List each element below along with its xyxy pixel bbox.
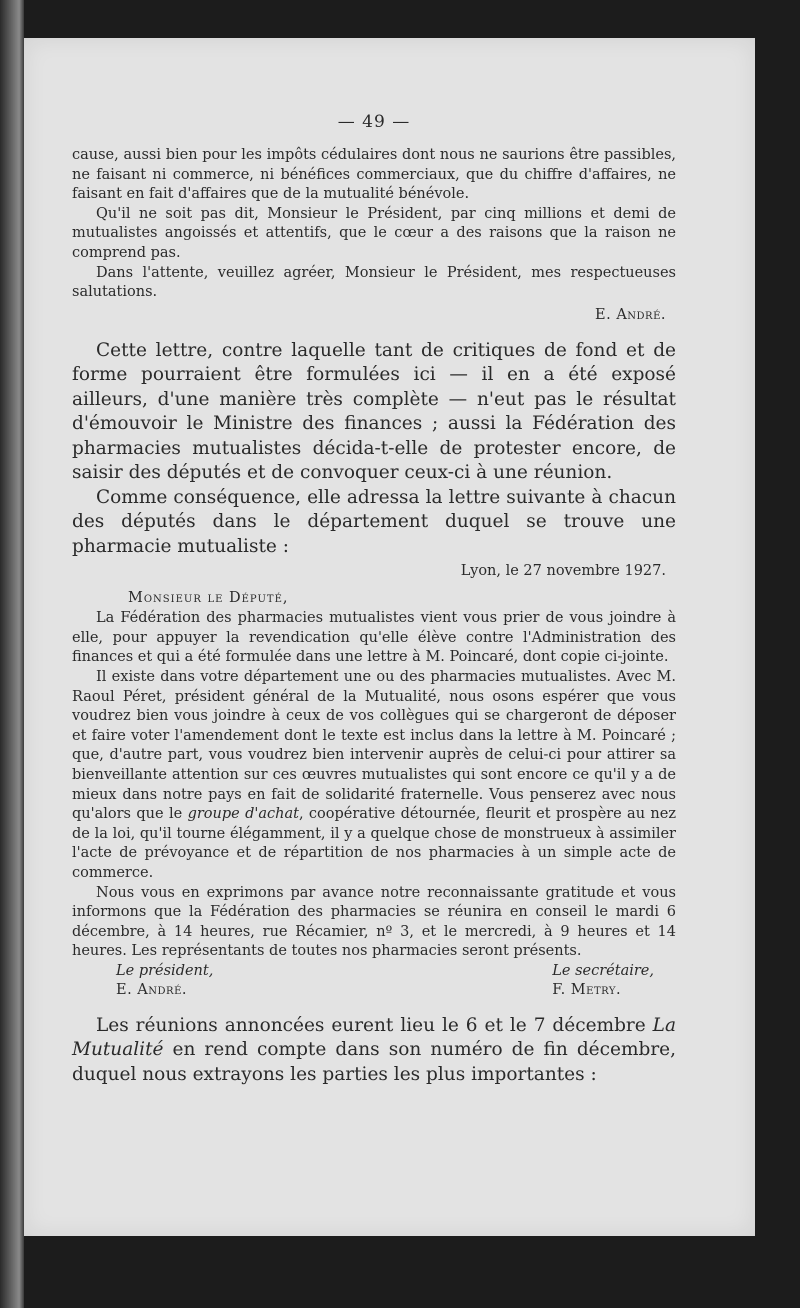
letter-closing-paragraph: Dans l'attente, veuillez agréer, Monsieur le Président, mes respectueuses salutations. xyxy=(72,264,676,301)
body-paragraph: Comme conséquence, elle adressa la lettre suivante à chacun des députés dans le département duquel se trouve une pharmacie mutualiste : xyxy=(72,486,676,557)
letter-continuation-paragraph: cause, aussi bien pour les impôts cédulaires dont nous ne saurions être passibles, ne faisant ni commerce, ni bénéfices commerciaux, que du chiffre d'affaires, ne faisant en fait d'affaires que de la mutualité bénévole. xyxy=(72,147,676,203)
closing-paragraph xyxy=(72,1014,676,1088)
secretary-title: Le secrétaire, xyxy=(552,962,654,979)
letter-signature: E. André. xyxy=(595,306,666,323)
body-paragraph: Cette lettre, contre laquelle tant de critiques de fond et de forme pourraient être formulées ici — il en a été exposé ailleurs, d'une manière très complète — n'eut pas le résultat d'émouvoir le Ministre des finances ; aussi la Fédération des pharmacies mutualistes décida-t-elle de protester encore, de saisir des députés et de convoquer ceux-ci à une réunion. xyxy=(72,339,676,484)
secretary-signature xyxy=(552,962,654,1000)
closing-text: Les réunions annoncées eurent lieu le 6 et le 7 décembre xyxy=(96,1014,653,1036)
secretary-name: F. Metry. xyxy=(552,981,622,998)
journal-title: La Mutualité xyxy=(72,1014,676,1061)
book-page xyxy=(24,38,755,1236)
scan-edge xyxy=(0,0,24,1308)
letter-italic-term: groupe d'achat xyxy=(187,806,299,823)
closing-text: en rend compte dans son numéro de fin décembre, duquel nous extrayons les parties les plus importantes : xyxy=(72,1039,676,1085)
letter-date: Lyon, le 27 novembre 1927. xyxy=(460,563,666,580)
letter-text: Il existe dans votre département une ou des pharmacies mutualistes. Avec M. Raoul Péret, président général de la Mutualité, nous osons espérer que vous voudrez bien vous joindre à ceux de vos collègues qui se chargeront de déposer et faire voter l'amendement dont le texte est inclus dans la lettre à M. Poincaré ; que, d'autre part, vous voudrez bien intervenir auprès de celui-ci pour attirer sa bienveillante attention sur ces œuvres mutualistes qui sont encore ce qu'il y a de mieux dans notre pays en fait de solidarité fraternelle. Vous penserez avec nous qu'alors que le xyxy=(72,669,676,823)
president-signature xyxy=(116,962,213,1000)
letter-paragraph: La Fédération des pharmacies mutualistes vient vous prier de vous joindre à elle, pour appuyer la revendication qu'elle élève contre l'Administration des finances et qui a été formulée dans une lettre à M. Poincaré, dont copie ci-jointe. xyxy=(72,610,676,666)
president-name: E. André. xyxy=(116,981,187,998)
letter-paragraph xyxy=(72,668,676,884)
letter-salutation: Monsieur le Député, xyxy=(128,590,289,607)
page-number: — 49 — xyxy=(337,112,411,132)
letter-text: , coopérative détournée, fleurit et prospère au nez de la loi, qu'il tourne élégamment, il y a quelque chose de monstrueux à assimiler l'acte de prévoyance et de répartition de nos pharmacies à un simple acte de commerce. xyxy=(72,806,676,881)
letter-signatures xyxy=(72,962,676,1000)
president-title: Le président, xyxy=(116,962,214,979)
letter-paragraph: Qu'il ne soit pas dit, Monsieur le Président, par cinq millions et demi de mutualistes angoissés et attentifs, que le cœur a des raisons que la raison ne comprend pas. xyxy=(72,205,676,261)
page-content xyxy=(72,112,676,1087)
letter-paragraph: Nous vous en exprimons par avance notre reconnaissante gratitude et vous informons que la Fédération des pharmacies se réunira en conseil le mardi 6 décembre, à 14 heures, rue Récamier, nº 3, et le mercredi, à 9 heures et 14 heures. Les représentants de toutes nos pharmacies seront présents. xyxy=(72,884,676,960)
